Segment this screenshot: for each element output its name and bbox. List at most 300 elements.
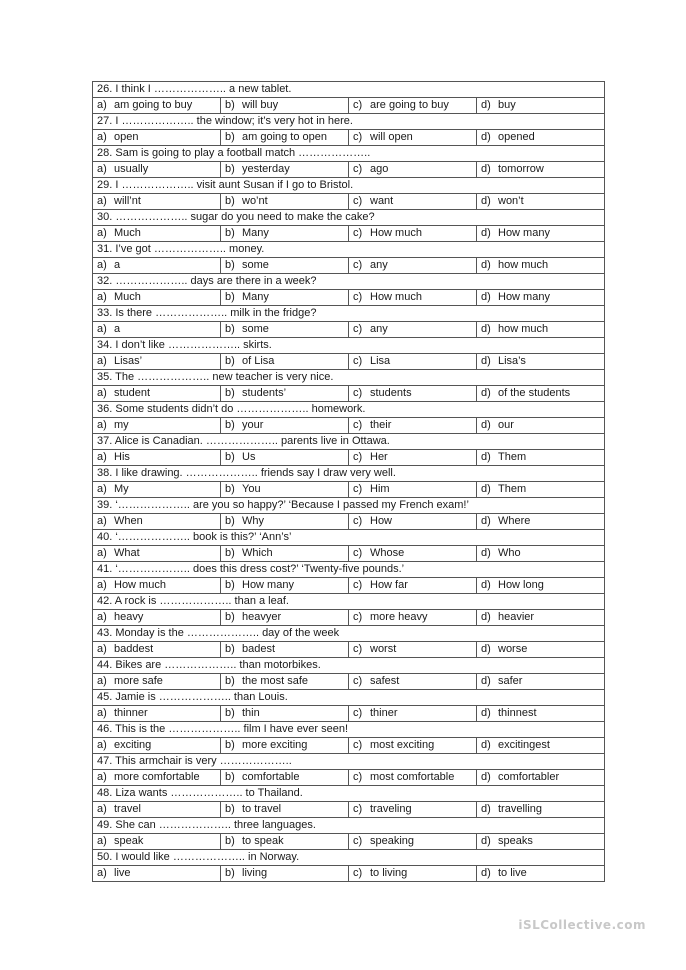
option-letter: d) bbox=[481, 451, 491, 463]
options-row bbox=[93, 386, 605, 402]
option-text: wo’nt bbox=[242, 195, 268, 207]
answer-option bbox=[93, 514, 221, 530]
option-letter: b) bbox=[225, 131, 235, 143]
option-letter: c) bbox=[353, 323, 363, 335]
option-text: You bbox=[242, 483, 261, 495]
option-letter: c) bbox=[353, 611, 363, 623]
option-letter: b) bbox=[225, 675, 235, 687]
answer-option bbox=[221, 866, 349, 882]
answer-option bbox=[477, 770, 605, 786]
answer-option bbox=[221, 642, 349, 658]
option-letter: c) bbox=[353, 515, 363, 527]
option-text: baddest bbox=[114, 643, 154, 655]
answer-option bbox=[477, 98, 605, 114]
option-letter: d) bbox=[481, 419, 491, 431]
question-number: 33. bbox=[97, 307, 113, 319]
option-text: will open bbox=[370, 131, 413, 143]
answer-option bbox=[93, 226, 221, 242]
answer-option bbox=[221, 706, 349, 722]
option-letter: c) bbox=[353, 451, 363, 463]
question-text: Bikes are ……………….. than motorbikes. bbox=[115, 659, 321, 671]
option-letter: d) bbox=[481, 163, 491, 175]
option-text: How much bbox=[370, 227, 422, 239]
option-text: to travel bbox=[242, 803, 282, 815]
answer-option bbox=[221, 482, 349, 498]
answer-option bbox=[93, 706, 221, 722]
question-row bbox=[93, 178, 605, 194]
answer-option bbox=[477, 866, 605, 882]
option-letter: a) bbox=[97, 387, 107, 399]
question-number: 29. bbox=[97, 179, 113, 191]
answer-option bbox=[93, 258, 221, 274]
answer-option bbox=[221, 738, 349, 754]
option-text: Her bbox=[370, 451, 388, 463]
option-letter: a) bbox=[97, 323, 107, 335]
option-text: Many bbox=[242, 291, 269, 303]
option-text: will buy bbox=[242, 99, 279, 111]
option-text: How many bbox=[498, 227, 550, 239]
option-text: Him bbox=[370, 483, 390, 495]
options-row bbox=[93, 706, 605, 722]
question-number: 43. bbox=[97, 627, 113, 639]
option-text: Many bbox=[242, 227, 269, 239]
options-row bbox=[93, 674, 605, 690]
question-text: ……………….. days are there in a week? bbox=[115, 275, 317, 287]
question-cell bbox=[93, 146, 605, 162]
answer-option bbox=[93, 674, 221, 690]
option-letter: b) bbox=[225, 547, 235, 559]
option-letter: a) bbox=[97, 707, 107, 719]
option-letter: a) bbox=[97, 675, 107, 687]
option-text: safer bbox=[498, 675, 523, 687]
answer-option bbox=[349, 98, 477, 114]
answer-option bbox=[477, 642, 605, 658]
answer-option bbox=[349, 866, 477, 882]
answer-option bbox=[221, 450, 349, 466]
option-text: worse bbox=[498, 643, 528, 655]
answer-option bbox=[93, 322, 221, 338]
option-letter: b) bbox=[225, 739, 235, 751]
answer-option bbox=[93, 578, 221, 594]
option-letter: c) bbox=[353, 163, 363, 175]
option-letter: b) bbox=[225, 355, 235, 367]
option-letter: c) bbox=[353, 579, 363, 591]
option-letter: c) bbox=[353, 291, 363, 303]
option-text: open bbox=[114, 131, 139, 143]
option-letter: b) bbox=[225, 835, 235, 847]
option-letter: a) bbox=[97, 835, 107, 847]
option-text: are going to buy bbox=[370, 99, 449, 111]
option-letter: b) bbox=[225, 771, 235, 783]
answer-option bbox=[349, 738, 477, 754]
answer-option bbox=[221, 290, 349, 306]
option-text: speaks bbox=[498, 835, 533, 847]
answer-option bbox=[349, 450, 477, 466]
question-cell bbox=[93, 274, 605, 290]
question-row bbox=[93, 274, 605, 290]
option-letter: b) bbox=[225, 451, 235, 463]
option-letter: b) bbox=[225, 291, 235, 303]
question-text: Liza wants ……………….. to Thailand. bbox=[115, 787, 303, 799]
option-letter: a) bbox=[97, 355, 107, 367]
answer-option bbox=[93, 386, 221, 402]
option-text: most comfortable bbox=[370, 771, 455, 783]
question-number: 31. bbox=[97, 243, 113, 255]
answer-option bbox=[349, 258, 477, 274]
option-text: their bbox=[370, 419, 392, 431]
option-letter: d) bbox=[481, 675, 491, 687]
option-letter: a) bbox=[97, 259, 107, 271]
option-letter: b) bbox=[225, 419, 235, 431]
question-row bbox=[93, 562, 605, 578]
answer-option bbox=[93, 642, 221, 658]
option-text: student bbox=[114, 387, 151, 399]
question-cell bbox=[93, 178, 605, 194]
answer-option bbox=[477, 386, 605, 402]
option-letter: d) bbox=[481, 579, 491, 591]
question-cell bbox=[93, 114, 605, 130]
question-number: 50. bbox=[97, 851, 113, 863]
option-letter: a) bbox=[97, 195, 107, 207]
answer-option bbox=[349, 354, 477, 370]
answer-option bbox=[349, 194, 477, 210]
answer-option bbox=[349, 514, 477, 530]
option-letter: d) bbox=[481, 227, 491, 239]
option-letter: a) bbox=[97, 451, 107, 463]
option-text: heavy bbox=[114, 611, 144, 623]
question-text: Some students didn’t do ……………….. homework. bbox=[115, 403, 366, 415]
option-text: His bbox=[114, 451, 130, 463]
question-cell bbox=[93, 210, 605, 226]
answer-option bbox=[477, 162, 605, 178]
option-letter: c) bbox=[353, 259, 363, 271]
answer-option bbox=[349, 674, 477, 690]
option-text: travel bbox=[114, 803, 141, 815]
answer-option bbox=[477, 418, 605, 434]
option-text: will’nt bbox=[114, 195, 141, 207]
option-text: want bbox=[370, 195, 394, 207]
question-number: 46. bbox=[97, 723, 113, 735]
option-text: yesterday bbox=[242, 163, 290, 175]
answer-option bbox=[477, 450, 605, 466]
options-row bbox=[93, 610, 605, 626]
option-text: more safe bbox=[114, 675, 163, 687]
option-letter: d) bbox=[481, 259, 491, 271]
answer-option bbox=[349, 418, 477, 434]
question-row bbox=[93, 306, 605, 322]
question-row bbox=[93, 370, 605, 386]
option-text: Whose bbox=[370, 547, 405, 559]
option-letter: c) bbox=[353, 803, 363, 815]
option-letter: c) bbox=[353, 867, 363, 879]
option-letter: b) bbox=[225, 803, 235, 815]
answer-option bbox=[349, 770, 477, 786]
options-row bbox=[93, 322, 605, 338]
option-letter: d) bbox=[481, 611, 491, 623]
option-letter: b) bbox=[225, 867, 235, 879]
answer-option bbox=[349, 130, 477, 146]
option-letter: c) bbox=[353, 387, 363, 399]
question-number: 47. bbox=[97, 755, 113, 767]
answer-option bbox=[221, 514, 349, 530]
option-letter: d) bbox=[481, 483, 491, 495]
answer-option bbox=[477, 514, 605, 530]
answer-option bbox=[349, 610, 477, 626]
option-letter: d) bbox=[481, 643, 491, 655]
options-row bbox=[93, 866, 605, 882]
question-cell bbox=[93, 786, 605, 802]
option-text: traveling bbox=[370, 803, 412, 815]
option-text: thinner bbox=[114, 707, 148, 719]
option-text: my bbox=[114, 419, 129, 431]
answer-option bbox=[477, 802, 605, 818]
worksheet-table bbox=[92, 81, 605, 882]
question-text: ……………….. sugar do you need to make the cake? bbox=[115, 211, 375, 223]
question-text: I don’t like ……………….. skirts. bbox=[115, 339, 272, 351]
question-text: ‘……………….. are you so happy?’ ‘Because I passed my French exam!’ bbox=[115, 499, 469, 511]
question-text: I ……………….. the window; it’s very hot in here. bbox=[115, 115, 353, 127]
answer-option bbox=[477, 482, 605, 498]
option-text: the most safe bbox=[242, 675, 309, 687]
answer-option bbox=[477, 354, 605, 370]
question-row bbox=[93, 498, 605, 514]
option-text: a bbox=[114, 323, 121, 335]
option-text: some bbox=[242, 323, 269, 335]
option-letter: b) bbox=[225, 387, 235, 399]
question-cell bbox=[93, 850, 605, 866]
option-text: to speak bbox=[242, 835, 284, 847]
question-cell bbox=[93, 498, 605, 514]
question-cell bbox=[93, 466, 605, 482]
option-letter: d) bbox=[481, 547, 491, 559]
option-letter: d) bbox=[481, 707, 491, 719]
option-text: won’t bbox=[498, 195, 524, 207]
option-letter: d) bbox=[481, 835, 491, 847]
option-text: speaking bbox=[370, 835, 415, 847]
question-cell bbox=[93, 338, 605, 354]
option-text: How far bbox=[370, 579, 408, 591]
option-letter: c) bbox=[353, 835, 363, 847]
answer-option bbox=[93, 834, 221, 850]
answer-option bbox=[221, 674, 349, 690]
option-letter: b) bbox=[225, 323, 235, 335]
option-text: your bbox=[242, 419, 264, 431]
answer-option bbox=[349, 546, 477, 562]
option-letter: b) bbox=[225, 579, 235, 591]
option-letter: c) bbox=[353, 739, 363, 751]
option-text: Much bbox=[114, 291, 141, 303]
options-row bbox=[93, 194, 605, 210]
question-row bbox=[93, 530, 605, 546]
options-row bbox=[93, 514, 605, 530]
option-text: thiner bbox=[370, 707, 398, 719]
option-text: How long bbox=[498, 579, 544, 591]
question-row bbox=[93, 434, 605, 450]
answer-option bbox=[93, 482, 221, 498]
answer-option bbox=[221, 610, 349, 626]
question-cell bbox=[93, 594, 605, 610]
answer-option bbox=[349, 578, 477, 594]
options-row bbox=[93, 834, 605, 850]
options-row bbox=[93, 482, 605, 498]
answer-option bbox=[477, 258, 605, 274]
question-text: I think I ……………….. a new tablet. bbox=[115, 83, 292, 95]
options-row bbox=[93, 450, 605, 466]
option-text: worst bbox=[370, 643, 397, 655]
option-text: students bbox=[370, 387, 412, 399]
question-text: Alice is Canadian. ……………….. parents live in Ottawa. bbox=[114, 435, 390, 447]
question-row bbox=[93, 210, 605, 226]
answer-option bbox=[221, 578, 349, 594]
option-letter: d) bbox=[481, 355, 491, 367]
question-cell bbox=[93, 370, 605, 386]
question-row bbox=[93, 754, 605, 770]
option-letter: d) bbox=[481, 323, 491, 335]
options-row bbox=[93, 354, 605, 370]
option-text: Lisa bbox=[370, 355, 391, 367]
question-text: Is there ……………….. milk in the fridge? bbox=[115, 307, 317, 319]
option-letter: d) bbox=[481, 803, 491, 815]
answer-option bbox=[93, 162, 221, 178]
answer-option bbox=[221, 258, 349, 274]
answer-option bbox=[221, 418, 349, 434]
option-text: ago bbox=[370, 163, 389, 175]
answer-option bbox=[477, 706, 605, 722]
question-text: I would like ……………….. in Norway. bbox=[115, 851, 300, 863]
answer-option bbox=[93, 866, 221, 882]
option-text: How bbox=[370, 515, 393, 527]
question-text: This armchair is very ……………….. bbox=[115, 755, 292, 767]
answer-option bbox=[221, 546, 349, 562]
question-cell bbox=[93, 434, 605, 450]
answer-option bbox=[221, 194, 349, 210]
option-text: Why bbox=[242, 515, 264, 527]
option-text: more exciting bbox=[242, 739, 308, 751]
answer-option bbox=[477, 194, 605, 210]
question-cell bbox=[93, 818, 605, 834]
question-number: 28. bbox=[97, 147, 113, 159]
option-letter: c) bbox=[353, 419, 363, 431]
answer-option bbox=[477, 290, 605, 306]
option-text: speak bbox=[114, 835, 144, 847]
options-row bbox=[93, 418, 605, 434]
option-text: Lisa’s bbox=[498, 355, 526, 367]
option-text: How many bbox=[498, 291, 550, 303]
option-letter: b) bbox=[225, 195, 235, 207]
answer-option bbox=[221, 770, 349, 786]
question-number: 37. bbox=[97, 435, 113, 447]
option-text: How much bbox=[114, 579, 166, 591]
option-letter: b) bbox=[225, 227, 235, 239]
options-row bbox=[93, 546, 605, 562]
option-letter: c) bbox=[353, 195, 363, 207]
options-row bbox=[93, 258, 605, 274]
option-text: to live bbox=[498, 867, 527, 879]
answer-option bbox=[93, 418, 221, 434]
watermark-logo: iSLCollective.com bbox=[518, 918, 646, 932]
option-text: Them bbox=[498, 483, 527, 495]
question-row bbox=[93, 658, 605, 674]
option-text: more heavy bbox=[370, 611, 428, 623]
question-row bbox=[93, 626, 605, 642]
option-letter: c) bbox=[353, 355, 363, 367]
option-letter: c) bbox=[353, 771, 363, 783]
question-number: 44. bbox=[97, 659, 113, 671]
question-number: 36. bbox=[97, 403, 113, 415]
answer-option bbox=[349, 482, 477, 498]
option-letter: a) bbox=[97, 643, 107, 655]
option-text: Who bbox=[498, 547, 521, 559]
option-letter: c) bbox=[353, 131, 363, 143]
option-letter: a) bbox=[97, 291, 107, 303]
option-text: How much bbox=[370, 291, 422, 303]
option-letter: d) bbox=[481, 771, 491, 783]
option-letter: a) bbox=[97, 739, 107, 751]
option-letter: d) bbox=[481, 195, 491, 207]
option-letter: d) bbox=[481, 867, 491, 879]
option-text: comfortable bbox=[242, 771, 300, 783]
question-cell bbox=[93, 722, 605, 738]
option-text: Which bbox=[242, 547, 273, 559]
options-row bbox=[93, 98, 605, 114]
option-text: Them bbox=[498, 451, 527, 463]
option-text: am going to buy bbox=[114, 99, 193, 111]
option-text: of Lisa bbox=[242, 355, 275, 367]
question-number: 32. bbox=[97, 275, 113, 287]
question-cell bbox=[93, 626, 605, 642]
option-letter: a) bbox=[97, 227, 107, 239]
option-letter: a) bbox=[97, 579, 107, 591]
option-text: exciting bbox=[114, 739, 152, 751]
answer-option bbox=[221, 322, 349, 338]
answer-option bbox=[93, 546, 221, 562]
option-letter: b) bbox=[225, 707, 235, 719]
answer-option bbox=[221, 130, 349, 146]
option-letter: d) bbox=[481, 515, 491, 527]
question-cell bbox=[93, 306, 605, 322]
question-text: I’ve got ……………….. money. bbox=[115, 243, 265, 255]
option-letter: b) bbox=[225, 611, 235, 623]
question-cell bbox=[93, 242, 605, 258]
answer-option bbox=[93, 802, 221, 818]
option-text: a bbox=[114, 259, 121, 271]
worksheet-body bbox=[93, 82, 605, 882]
question-text: A rock is ……………….. than a leaf. bbox=[114, 595, 289, 607]
answer-option bbox=[349, 642, 477, 658]
question-number: 40. bbox=[97, 531, 113, 543]
answer-option bbox=[221, 354, 349, 370]
option-letter: d) bbox=[481, 99, 491, 111]
question-cell bbox=[93, 658, 605, 674]
answer-option bbox=[93, 130, 221, 146]
question-cell bbox=[93, 690, 605, 706]
option-text: heavyer bbox=[242, 611, 282, 623]
answer-option bbox=[477, 578, 605, 594]
option-text: most exciting bbox=[370, 739, 435, 751]
question-row bbox=[93, 146, 605, 162]
option-text: What bbox=[114, 547, 140, 559]
option-letter: a) bbox=[97, 803, 107, 815]
option-text: When bbox=[114, 515, 143, 527]
option-text: thinnest bbox=[498, 707, 537, 719]
option-letter: c) bbox=[353, 643, 363, 655]
question-text: I ……………….. visit aunt Susan if I go to Bristol. bbox=[115, 179, 354, 191]
answer-option bbox=[221, 834, 349, 850]
option-letter: a) bbox=[97, 611, 107, 623]
option-text: buy bbox=[498, 99, 516, 111]
answer-option bbox=[477, 834, 605, 850]
question-text: Sam is going to play a football match ……………….. bbox=[115, 147, 371, 159]
